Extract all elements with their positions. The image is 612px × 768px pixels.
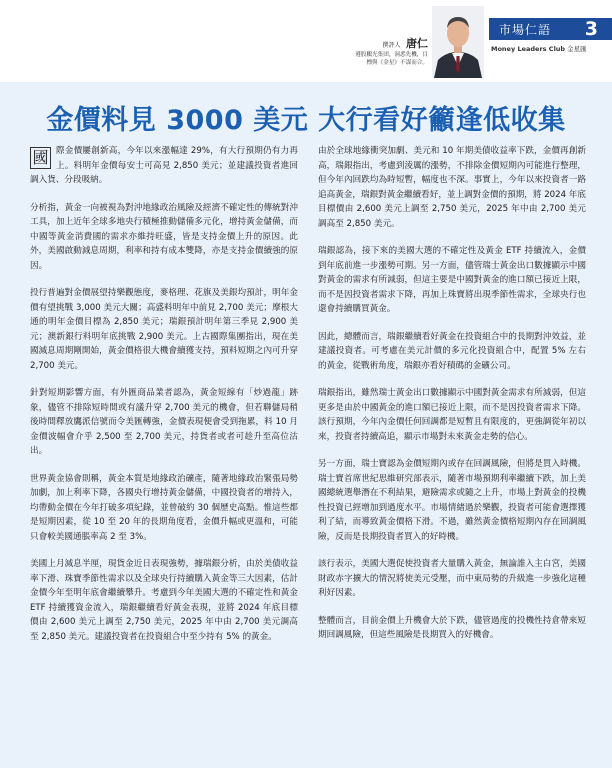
- page-header: [0, 0, 612, 82]
- article-paragraph: 瑞銀指出，雖然瑞士黃金出口數據顯示中國對黃金需求有所減弱，但這更多是由於中國黃金的進口額已接近上限，而不是因投資者需求下降。該行預期，今年內金價任何回調都是短暫且有限度的，更強調從年初以來，投資者持續高追，顯示市場對未來黃金走勢的信心。: [318, 388, 586, 442]
- title-band: [0, 82, 612, 144]
- article-paragraph: 美國上月減息半厘，現貨金近日表現強勢，據瑞銀分析，由於美債收益率下滑、珠寶季節性需求以及全球央行持續購入黃金等三大因素，估計金價今年至明年底會繼續攀升。考慮到今年美國大選的不確定性和黃金 ETF 持續獲資金流入，瑞銀繼續看好黃金表現，並將 2024 年底目標價由 2,600 美元上調至 2,750 美元，2025 年中由 2,700 美元調高至 2,850 美元。建議投資者在投資組合中至少持有 5% 的黃金。: [30, 559, 298, 642]
- author-desc-line-2: 標與《金星》不謀而合。: [366, 60, 428, 66]
- right-column: [318, 144, 586, 656]
- author-name: 唐仁: [406, 37, 428, 50]
- article-paragraph: 世界黃金協會則稱，黃金本質是地緣政治礦產，隨著地緣政治緊張局勢加劇，加上利率下降，各國央行增持黃金儲備，中國投資者的增持入，均帶動金價在今年打破多項紀錄，並曾破約 30 個歷史高點。惟這些都是短期因素，從 10 至 20 年的長期角度看，金價升幅或更溫和，可能只會較美國通脹率高 2 至 3%。: [30, 473, 298, 542]
- article-paragraph: 投行普遍對金價展望持樂觀態度，麥格理、花旗及美銀均預計，明年金價有望挑戰 3,000 美元大關；高盛料明年中前見 2,700 美元；摩根大通的明年金價目標為 2,850 美元；瑞銀預計明年第三季見 2,900 美元；澳新銀行料明年底挑戰 2,900 美元。上古國際集團指出，現在美國減息周期剛開始，黃金價格很大機會續獲支持，預料短期之內可升穿 2,700 美元。: [30, 288, 298, 371]
- article-headline: 金價料見 3000 美元 大行看好籲逢低收集: [46, 105, 566, 136]
- brand-suffix: 金星匯: [567, 45, 587, 53]
- column-brand: [491, 44, 587, 53]
- page-number: 3: [584, 18, 598, 40]
- article-paragraph: 針對短期影響方面，有外匯商品業者認為，黃金短線有「炒過龍」跡象，儘管不排除短時間或有議升穿 2,700 美元的機會，但若聯儲局稍後時間釋放鷹派信號而令美匯轉強，金價表現便會受到拖累，料 10 月金價波幅會介乎 2,500 至 2,700 美元，持貨者或者可趁升至高位沽出。: [30, 388, 298, 456]
- paragraph-text: 際金價屢創新高，今年以來漲幅達 29%，有大行預期仍有力再上。料明年金價每安士可高見 2,850 美元；並建議投資者進回調入貨、分段吸納。: [30, 146, 298, 185]
- author-photo: [432, 6, 484, 78]
- article-body: [0, 144, 612, 768]
- author-desc-line-1: 遵股鵬光集团，洞悉先機，目: [355, 52, 428, 58]
- column-title: 市場仁語: [499, 23, 552, 37]
- article-paragraph: 另一方面，瑞士寶認為金價短期內或存在回調風險，但將是買入時機。瑞士寶首席世紀思維研究部表示，隨著市場預期利率繼續下跌，加上美國總統選舉潛在不利結果，避險需求或隨之上升，市場上對黃金的投機性投資已經增加到過度水平。市場情緒過於樂觀，投資者可能會選擇獲利了結，而導致黃金價格下滑。不過，雖然黃金價格短期內存在回調風險，反而是長期投資者買入的好時機。: [318, 459, 586, 542]
- author-block: [355, 38, 428, 67]
- article-paragraph: [30, 144, 298, 188]
- author-line: [355, 38, 428, 51]
- left-column: [30, 144, 298, 657]
- column-title-bar: [489, 18, 612, 40]
- article-paragraph: 瑞銀認為，接下來的美國大選的不確定性及黃金 ETF 持續流入，金價到年底前進一步漲勢可期。另一方面，儘管瑞士黃金出口數據顯示中國對黃金的需求有所減弱，但這主要是中國對黃金的進口額已接近上限，而不是因投資者需求下降，再加上珠寶將出現季節性需求，全球央行也還會持續購買黃金。: [318, 246, 586, 314]
- article-paragraph: 整體而言，目前金價上升機會大於下跌，儘管過度的投機性持倉帶來短期回調風險，但這些風險是長期買入的好機會。: [318, 615, 586, 640]
- author-role: 撰評人: [382, 42, 401, 49]
- article-paragraph: 因此，總體而言，瑞銀繼續看好黃金在投資組合中的長期對沖效益，並建議投資者。可考慮在美元計價的多元化投資組合中，配置 5% 左右的黃金，從戰術角度，瑞銀亦看好積碼的金礦公司。: [318, 331, 586, 371]
- article-paragraph: 該行表示，美國大選促使投資者大量購入黃金，無論誰入主白宮，美國財政赤字擴大的情況將使美元受壓，而中東局勢的升級進一步強化這種利好因素。: [318, 559, 586, 598]
- brand-name: Money Leaders Club: [491, 45, 566, 53]
- drop-cap: 國: [30, 147, 51, 169]
- article-paragraph: 由於全球地緣衝突加劇、美元和 10 年期美債收益率下跌，金價再創新高，瑞銀指出，考慮到淩厲的漲勢，不排除金價短期內可能進行整理，但今年內回跌均為時短暫，幅度也不深。事實上，今年以來投資者一路追高黃金，瑞銀對黃金繼續看好，並上調對金價的預期，將 2024 年底目標價由 2,600 美元上調至 2,750 美元，2025 年中由 2,700 美元調高至 2,850 美元。: [318, 146, 586, 229]
- article-paragraph: 分析指，黃金一向被視為對沖地緣政治風險及經濟不確定性的傳統對沖工具，加上近年全球多地央行積極推動儲備多元化，增持黃金儲備，而中國等黃金消費國的需求亦維持旺盛，皆是支持金價上升的原因。此外，美國啟動減息周期，利率和持有成本雙降，亦是支持金價續強的原因。: [30, 202, 298, 271]
